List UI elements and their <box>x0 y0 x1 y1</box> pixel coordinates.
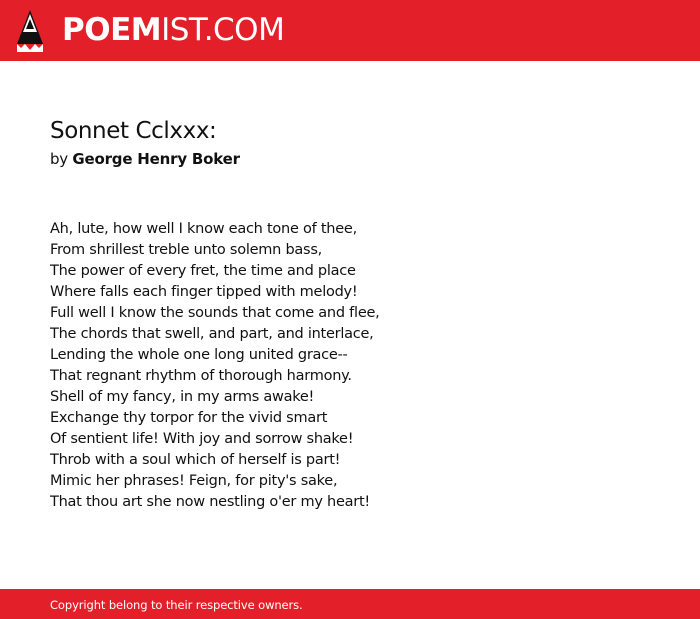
site-logo[interactable] <box>62 12 284 48</box>
site-footer <box>0 589 700 619</box>
poem-line: From shrillest treble unto solemn bass, <box>50 242 323 258</box>
site-header <box>0 0 700 61</box>
logo-text-light: IST.COM <box>161 12 285 48</box>
poem-line: Lending the whole one long united grace-- <box>50 347 348 363</box>
byline <box>50 148 650 170</box>
poem-line: That regnant rhythm of thorough harmony. <box>50 368 352 384</box>
poem-line: Where falls each finger tipped with melody! <box>50 284 358 300</box>
poem-line: Of sentient life! With joy and sorrow shake! <box>50 431 354 447</box>
poem-line: Shell of my fancy, in my arms awake! <box>50 389 315 405</box>
poem-header <box>50 116 650 170</box>
pencil-tip-icon[interactable] <box>17 10 43 52</box>
logo-text-bold: POEM <box>62 12 162 48</box>
poem-line: The power of every fret, the time and place <box>50 263 356 279</box>
author-name: George Henry Boker <box>72 150 240 168</box>
poem-line: That thou art she now nestling o'er my heart! <box>50 494 370 510</box>
poem-line: Ah, lute, how well I know each tone of thee, <box>50 221 357 237</box>
poem-title: Sonnet Cclxxx: <box>50 118 217 144</box>
poem-line: Throb with a soul which of herself is part! <box>50 452 341 468</box>
poem-body <box>50 219 650 513</box>
poem-line: Full well I know the sounds that come and flee, <box>50 305 380 321</box>
poem-line: Exchange thy torpor for the vivid smart <box>50 410 328 426</box>
by-label: by <box>50 150 68 168</box>
copyright-notice: Copyright belong to their respective owners. <box>50 598 303 612</box>
poem-line: The chords that swell, and part, and interlace, <box>50 326 374 342</box>
poem-line: Mimic her phrases! Feign, for pity's sake, <box>50 473 338 489</box>
